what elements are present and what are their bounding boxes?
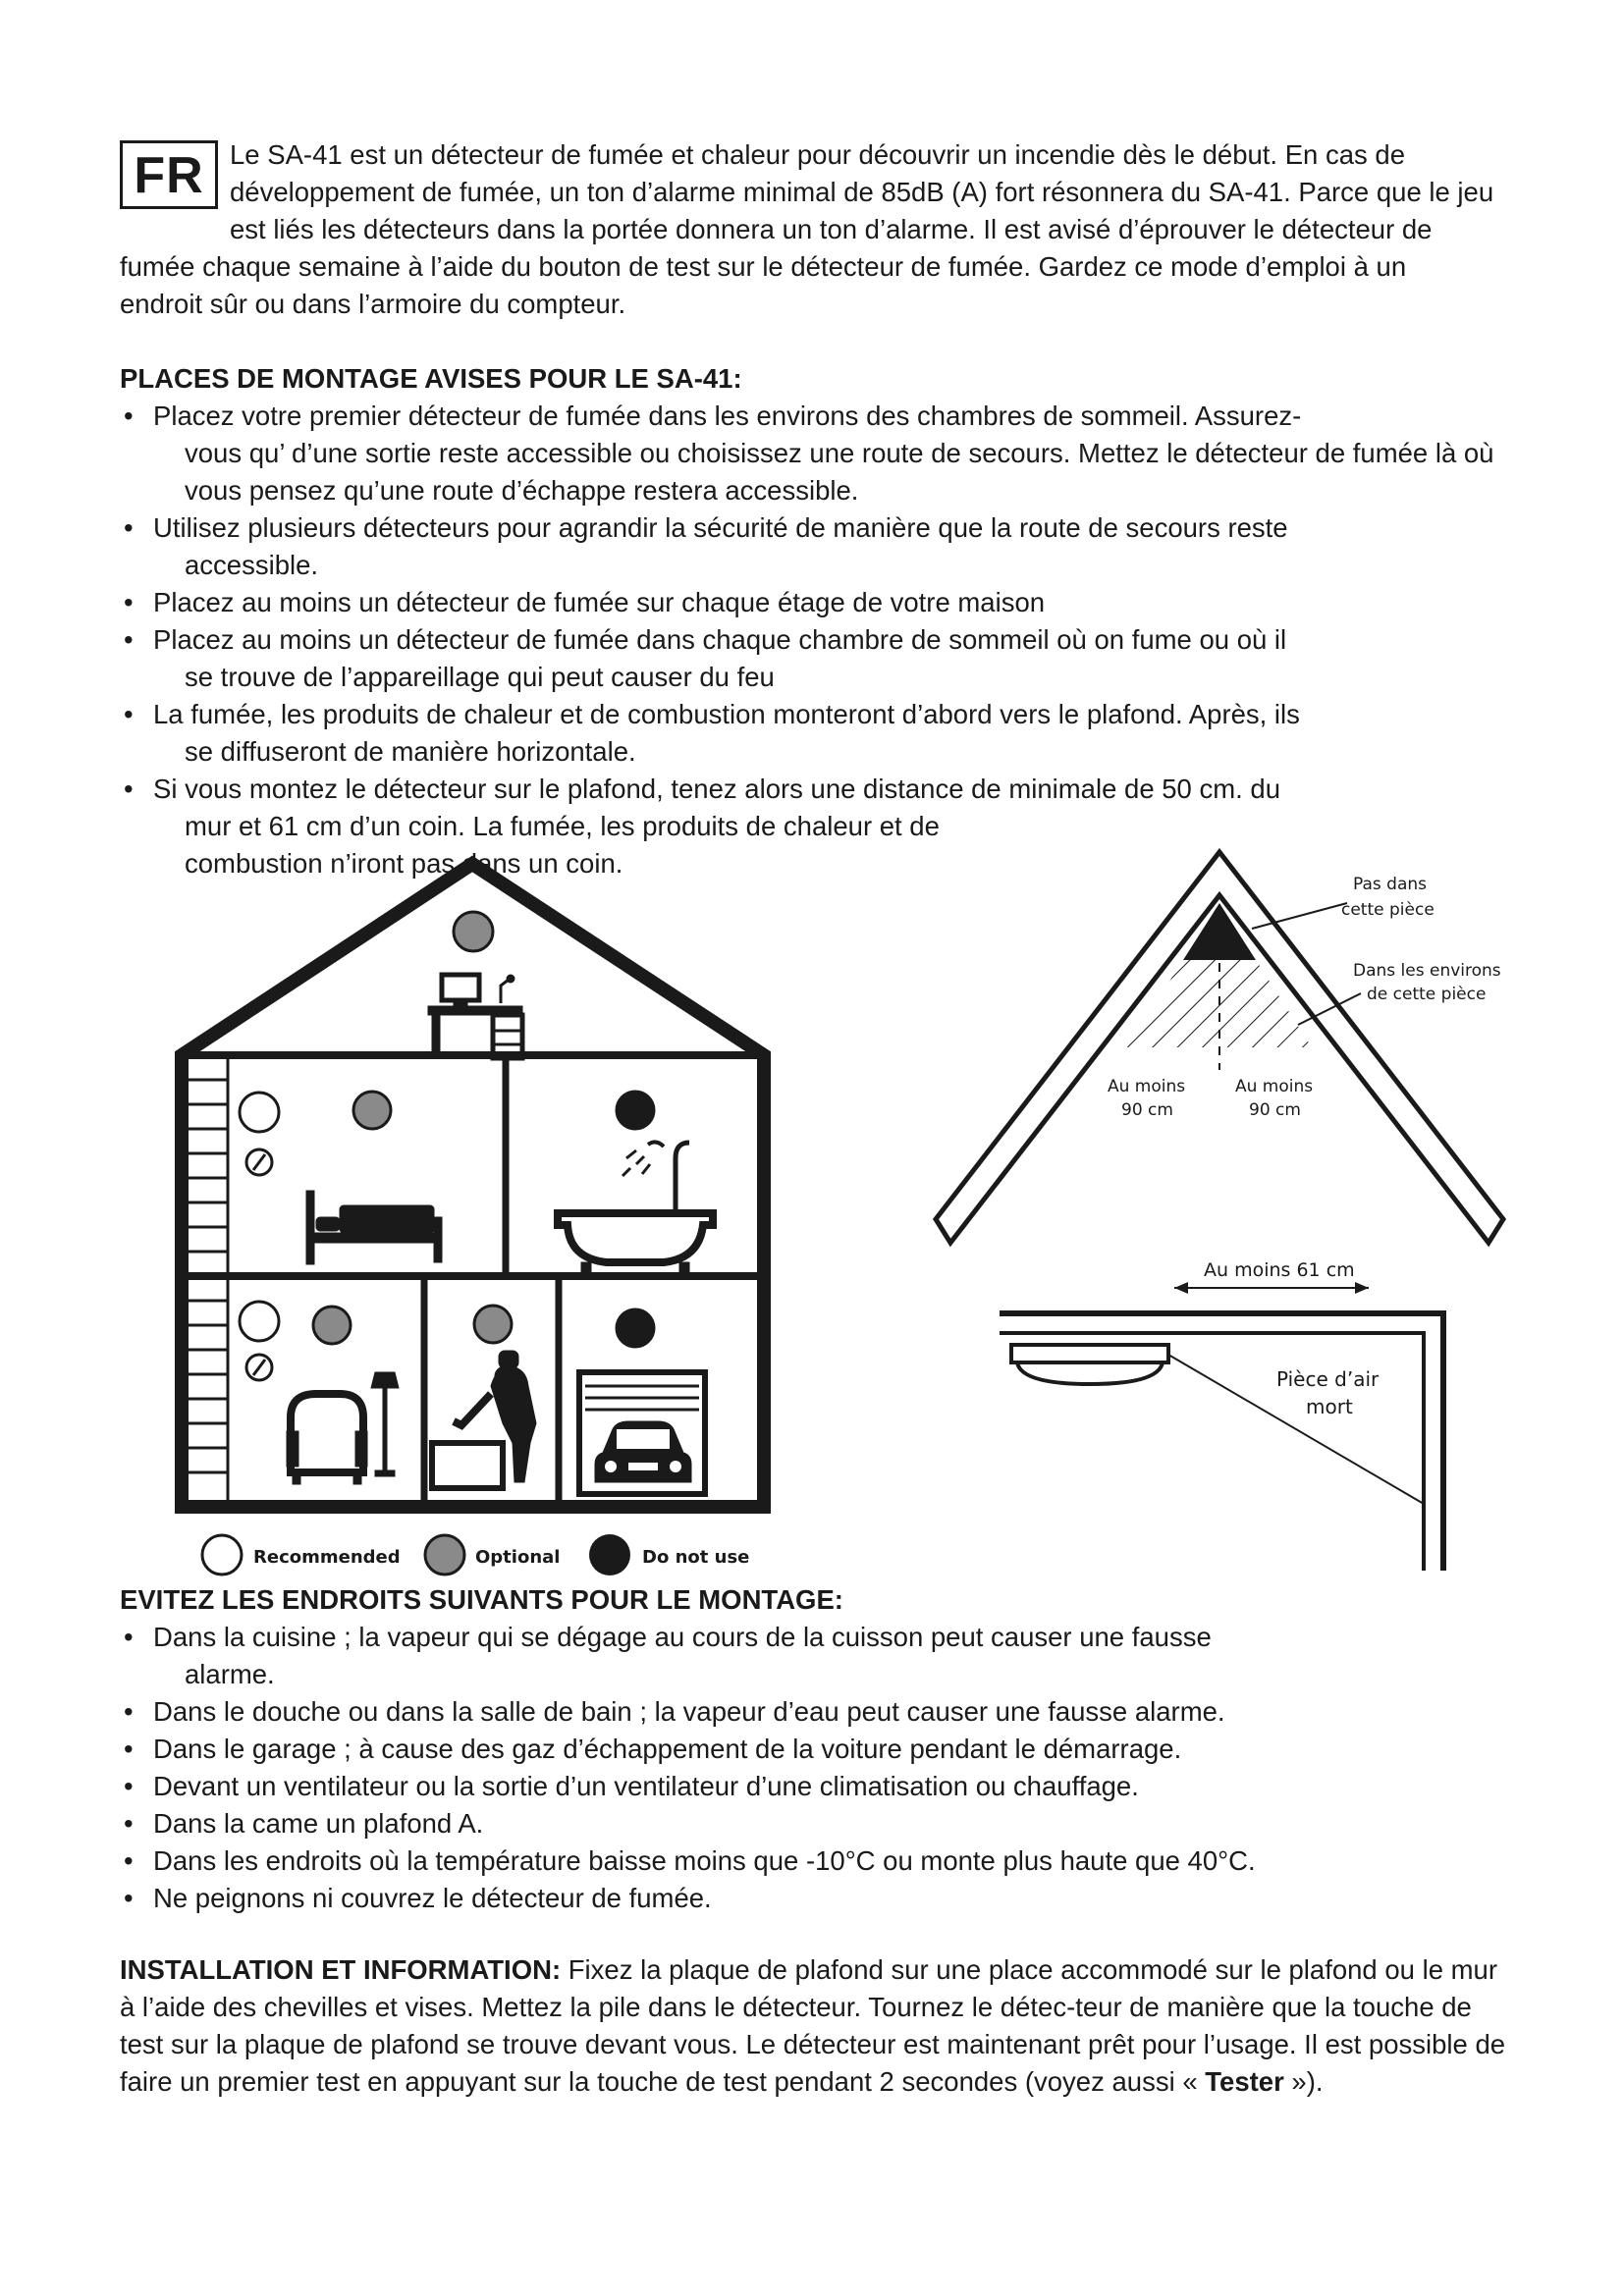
label-min-90-right: Au moins <box>1235 1077 1314 1096</box>
label-min-61: Au moins 61 cm <box>1204 1259 1355 1281</box>
bed-icon <box>306 1191 442 1264</box>
svg-text:de cette pièce: de cette pièce <box>1367 985 1487 1004</box>
placement-heading: PLACES DE MONTAGE AVISES POUR LE SA-41: <box>120 363 742 394</box>
ceiling-corner-diagram <box>1000 1259 1443 1571</box>
svg-text:cette pièce: cette pièce <box>1341 900 1435 920</box>
label-near-room: Dans les environs <box>1353 961 1501 981</box>
installation-text: Fixez la plaque de plafond sur une place accommodé sur le plafond ou le mur à l’aide des chevilles et vises. Mettez la pile dans le détecteur. Tournez le détec-teur de manière que la touche de test sur la plaque de plafond se trouve devant vous. Le détecteur est maintenant prêt pour l’usage. Il est possible de faire un premier test en appuyant sur la touche de test pendant 2 secondes (voyez aussi « <box>120 1954 1506 2097</box>
do-not-use-marker <box>617 1092 654 1129</box>
bathtub-icon <box>558 1142 713 1272</box>
escape-route-icon <box>246 1149 272 1380</box>
cook-icon <box>432 1351 536 1488</box>
list-item: • Dans le douche ou dans la salle de bain ; la vapeur d’eau peut causer une fausse alarme. <box>120 1693 1514 1731</box>
label-dead-air: Pièce d’air <box>1276 1367 1380 1391</box>
avoid-section <box>120 1581 1514 1917</box>
recommended-marker <box>240 1302 279 1341</box>
svg-text:mort: mort <box>1306 1395 1353 1418</box>
list-item: • Placez au moins un détecteur de fumée dans chaque chambre de sommeil où on fume ou où il se trouve de l’appareillage qui peut causer du feu <box>120 621 1514 696</box>
do-not-use-legend-icon <box>589 1534 630 1575</box>
legend-optional: Optional <box>475 1547 561 1568</box>
intro-text: Le SA-41 est un détecteur de fumée et chaleur pour découvrir un incendie dès le début. En cas de développement de fumée, un ton d’alarme minimal de 85dB (A) fort résonnera du SA-41. Parce que le jeu est liés les détecteurs dans la portée donnera un ton d’alarme. Il est avisé d’éprouver le détecteur de fumée chaque semaine à l’aide du bouton de test sur le détecteur de fumée. Gardez ce mode d’emploi à un endroit sûr ou dans l’armoire du compteur. <box>120 139 1494 319</box>
recommended-legend-icon <box>202 1535 242 1575</box>
list-item: • Dans les endroits où la température baisse moins que -10°C ou monte plus haute que 40°C. <box>120 1842 1514 1880</box>
optional-marker <box>454 912 493 951</box>
roof-section-diagram <box>936 852 1503 1243</box>
tester-reference: Tester <box>1205 2066 1284 2097</box>
language-badge: FR <box>120 140 218 209</box>
optional-marker <box>474 1306 512 1343</box>
legend-recommended: Recommended <box>253 1547 401 1568</box>
list-item: • Devant un ventilateur ou la sortie d’un ventilateur d’une climatisation ou chauffage. <box>120 1768 1514 1805</box>
optional-marker <box>313 1307 351 1344</box>
svg-text:90 cm: 90 cm <box>1249 1100 1301 1120</box>
list-item: • Utilisez plusieurs détecteurs pour agrandir la sécurité de manière que la route de secours reste accessible. <box>120 509 1514 584</box>
list-item: • Placez votre premier détecteur de fumée dans les environs des chambres de sommeil. Assurez- vous qu’ d’une sortie reste accessible ou choisissez une route de secours. Mettez le détecteur de fumée là où vous pensez qu’une route d’échappe restera accessible. <box>120 398 1514 509</box>
legend-do-not-use: Do not use <box>642 1547 750 1568</box>
avoid-heading: EVITEZ LES ENDROITS SUIVANTS POUR LE MONTAGE: <box>120 1584 843 1615</box>
list-item: • Dans la cuisine ; la vapeur qui se dégage au cours de la cuisson peut causer une fausse alarme. <box>120 1619 1514 1693</box>
installation-section <box>120 1951 1514 2101</box>
do-not-use-marker <box>617 1309 654 1347</box>
label-min-90-left: Au moins <box>1108 1077 1186 1096</box>
installation-heading: INSTALLATION ET INFORMATION: <box>120 1954 562 1985</box>
list-item: • Dans la came un plafond A. <box>120 1805 1514 1842</box>
list-item: • Si vous montez le détecteur sur le plafond, tenez alors une distance de minimale de 50 cm. du mur et 61 cm d’un coin. La fumée, les produits de chaleur et de combustion n’iront pas dans un coin. <box>120 771 1514 882</box>
armchair-lamp-icon <box>287 1372 399 1484</box>
avoid-list <box>120 1619 1514 1917</box>
recommended-marker <box>240 1093 279 1132</box>
list-item: • Dans le garage ; à cause des gaz d’échappement de la voiture pendant le démarrage. <box>120 1731 1514 1768</box>
label-not-in-room: Pas dans <box>1353 875 1428 894</box>
optional-marker <box>353 1092 391 1129</box>
installation-tail: »). <box>1283 2066 1324 2097</box>
list-item: • Placez au moins un détecteur de fumée sur chaque étage de votre maison <box>120 584 1514 621</box>
garage-car-icon <box>579 1372 705 1494</box>
desk-computer-icon <box>428 975 522 1058</box>
optional-legend-icon <box>425 1535 464 1575</box>
list-item: • Ne peignons ni couvrez le détecteur de fumée. <box>120 1880 1514 1917</box>
legend <box>202 1534 749 1575</box>
svg-text:90 cm: 90 cm <box>1121 1100 1173 1120</box>
list-item: • La fumée, les produits de chaleur et de combustion monteront d’abord vers le plafond. Après, ils se diffuseront de manière horizontale. <box>120 696 1514 771</box>
